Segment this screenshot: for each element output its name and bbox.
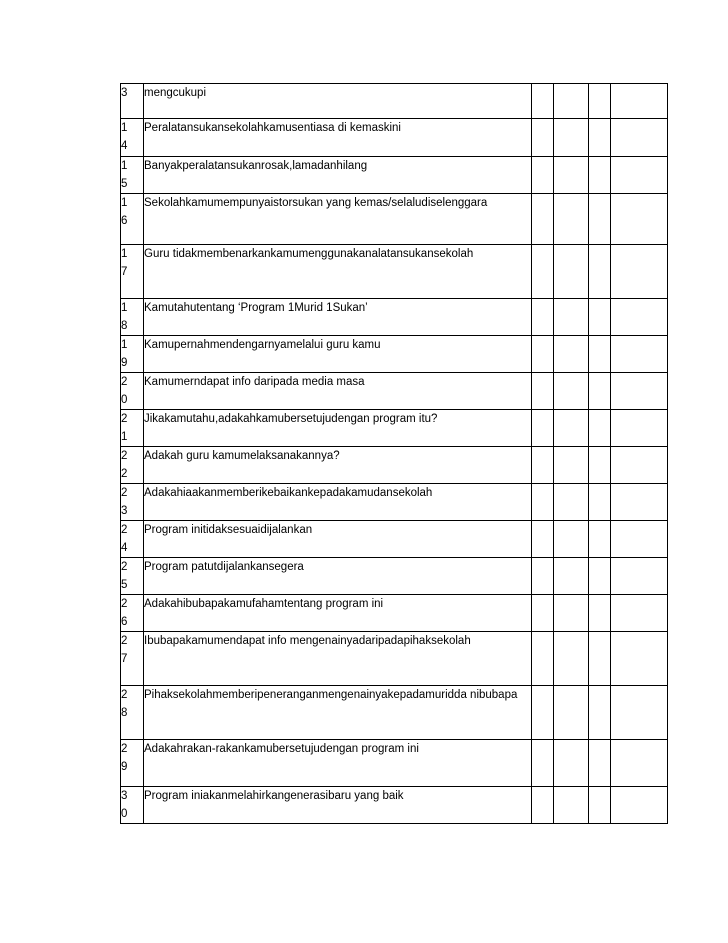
answer-cell[interactable] (554, 632, 589, 686)
answer-cell[interactable] (589, 336, 611, 373)
row-number (121, 410, 144, 447)
row-number-digit: 2 (121, 598, 128, 610)
row-number-digit: 1 (121, 248, 128, 260)
row-number (121, 157, 144, 194)
question-text: Guru tidakmembenarkankamumenggunakanalatansukansekolah (144, 245, 532, 299)
answer-cell[interactable] (532, 410, 554, 447)
answer-cell[interactable] (532, 336, 554, 373)
question-text: Banyakperalatansukanrosak,lamadanhilang (144, 157, 532, 194)
question-text: Adakah guru kamumelaksanakannya? (144, 447, 532, 484)
row-number-digit: 5 (121, 178, 128, 190)
row-number-digit: 1 (121, 431, 128, 443)
row-number-digit: 2 (121, 413, 128, 425)
answer-cell[interactable] (611, 373, 668, 410)
row-number-digit: 3 (121, 87, 128, 99)
question-text: Adakahiaakanmemberikebaikankepadakamudansekolah (144, 484, 532, 521)
row-number-digit: 2 (121, 487, 128, 499)
answer-cell[interactable] (554, 686, 589, 740)
question-text: Sekolahkamumempunyaistorsukan yang kemas/selaludiselenggara (144, 194, 532, 245)
row-number-digit: 9 (121, 761, 128, 773)
answer-cell[interactable] (554, 410, 589, 447)
answer-cell[interactable] (554, 787, 589, 824)
answer-cell[interactable] (589, 410, 611, 447)
row-number-digit: 1 (121, 197, 128, 209)
row-number-digit: 3 (121, 790, 128, 802)
table-row (121, 521, 668, 558)
answer-cell[interactable] (589, 632, 611, 686)
answer-cell[interactable] (611, 632, 668, 686)
row-number-digit: 8 (121, 707, 128, 719)
answer-cell[interactable] (532, 521, 554, 558)
question-text: Ibubapakamumendapat info mengenainyadaripadapihaksekolah (144, 632, 532, 686)
question-text: Adakahrakan-rakankamubersetujudengan program ini (144, 740, 532, 787)
answer-cell[interactable] (589, 157, 611, 194)
question-text: Program iniakanmelahirkangenerasibaru yang baik (144, 787, 532, 824)
row-number (121, 558, 144, 595)
question-text: Jikakamutahu,adakahkamubersetujudengan program itu? (144, 410, 532, 447)
table-row (121, 410, 668, 447)
answer-cell[interactable] (554, 336, 589, 373)
row-number (121, 299, 144, 336)
answer-cell[interactable] (554, 484, 589, 521)
answer-cell[interactable] (611, 119, 668, 157)
table-row (121, 245, 668, 299)
answer-cell[interactable] (554, 558, 589, 595)
answer-cell[interactable] (532, 558, 554, 595)
table-row (121, 632, 668, 686)
answer-cell[interactable] (611, 521, 668, 558)
table-row (121, 119, 668, 157)
row-number (121, 245, 144, 299)
answer-cell[interactable] (611, 686, 668, 740)
answer-cell[interactable] (554, 84, 589, 119)
row-number (121, 373, 144, 410)
row-number (121, 595, 144, 632)
answer-cell[interactable] (532, 119, 554, 157)
table-row (121, 194, 668, 245)
answer-cell[interactable] (611, 484, 668, 521)
table-row (121, 740, 668, 787)
row-number (121, 787, 144, 824)
question-text: Program patutdijalankansegera (144, 558, 532, 595)
question-text: Kamumerndapat info daripada media masa (144, 373, 532, 410)
row-number-digit: 2 (121, 376, 128, 388)
answer-cell[interactable] (611, 595, 668, 632)
row-number (121, 740, 144, 787)
answer-cell[interactable] (532, 740, 554, 787)
answer-cell[interactable] (589, 558, 611, 595)
answer-cell[interactable] (532, 373, 554, 410)
row-number-digit: 8 (121, 320, 128, 332)
row-number-digit: 3 (121, 505, 128, 517)
table-row (121, 157, 668, 194)
row-number-digit: 2 (121, 561, 128, 573)
question-text: Peralatansukansekolahkamusentiasa di kemaskini (144, 119, 532, 157)
table-row (121, 595, 668, 632)
answer-cell[interactable] (611, 447, 668, 484)
answer-cell[interactable] (589, 299, 611, 336)
row-number (121, 447, 144, 484)
answer-cell[interactable] (554, 521, 589, 558)
row-number-digit: 7 (121, 266, 128, 278)
answer-cell[interactable] (611, 410, 668, 447)
row-number-digit: 2 (121, 450, 128, 462)
survey-table (120, 83, 668, 824)
answer-cell[interactable] (589, 595, 611, 632)
table-row (121, 447, 668, 484)
answer-cell[interactable] (589, 686, 611, 740)
question-text: mengcukupi (144, 84, 532, 119)
answer-cell[interactable] (589, 787, 611, 824)
row-number (121, 632, 144, 686)
row-number-digit: 1 (121, 302, 128, 314)
table-row (121, 336, 668, 373)
answer-cell[interactable] (589, 373, 611, 410)
row-number-digit: 7 (121, 653, 128, 665)
answer-cell[interactable] (532, 595, 554, 632)
answer-cell[interactable] (554, 157, 589, 194)
answer-cell[interactable] (589, 447, 611, 484)
answer-cell[interactable] (532, 632, 554, 686)
answer-cell[interactable] (532, 484, 554, 521)
row-number-digit: 6 (121, 215, 128, 227)
question-text: Adakahibubapakamufahamtentang program ini (144, 595, 532, 632)
answer-cell[interactable] (611, 558, 668, 595)
answer-cell[interactable] (532, 194, 554, 245)
answer-cell[interactable] (554, 447, 589, 484)
question-text: Program initidaksesuaidijalankan (144, 521, 532, 558)
answer-cell[interactable] (554, 373, 589, 410)
table-row (121, 558, 668, 595)
row-number (121, 336, 144, 373)
row-number-digit: 2 (121, 468, 128, 480)
answer-cell[interactable] (532, 447, 554, 484)
row-number (121, 686, 144, 740)
answer-cell[interactable] (611, 194, 668, 245)
answer-cell[interactable] (554, 119, 589, 157)
answer-cell[interactable] (611, 84, 668, 119)
row-number-digit: 2 (121, 689, 128, 701)
row-number-digit: 6 (121, 616, 128, 628)
answer-cell[interactable] (611, 245, 668, 299)
answer-cell[interactable] (532, 787, 554, 824)
row-number (121, 521, 144, 558)
question-text: Kamutahutentang ‘Program 1Murid 1Sukan’ (144, 299, 532, 336)
row-number-digit: 4 (121, 140, 128, 152)
row-number (121, 84, 144, 119)
answer-cell[interactable] (611, 157, 668, 194)
answer-cell[interactable] (589, 484, 611, 521)
answer-cell[interactable] (589, 194, 611, 245)
answer-cell[interactable] (532, 299, 554, 336)
table-row (121, 299, 668, 336)
row-number-digit: 2 (121, 635, 128, 647)
answer-cell[interactable] (589, 740, 611, 787)
table-row (121, 484, 668, 521)
answer-cell[interactable] (554, 194, 589, 245)
row-number-digit: 5 (121, 579, 128, 591)
answer-cell[interactable] (611, 336, 668, 373)
table-row (121, 373, 668, 410)
answer-cell[interactable] (554, 595, 589, 632)
row-number-digit: 1 (121, 339, 128, 351)
answer-cell[interactable] (532, 157, 554, 194)
table-row (121, 686, 668, 740)
row-number-digit: 0 (121, 808, 128, 820)
answer-cell[interactable] (589, 521, 611, 558)
answer-cell[interactable] (532, 245, 554, 299)
answer-cell[interactable] (554, 299, 589, 336)
answer-cell[interactable] (589, 119, 611, 157)
row-number-digit: 9 (121, 357, 128, 369)
answer-cell[interactable] (554, 740, 589, 787)
row-number (121, 119, 144, 157)
row-number-digit: 1 (121, 122, 128, 134)
row-number-digit: 0 (121, 394, 128, 406)
answer-cell[interactable] (532, 84, 554, 119)
row-number-digit: 2 (121, 743, 128, 755)
row-number (121, 484, 144, 521)
answer-cell[interactable] (532, 686, 554, 740)
answer-cell[interactable] (611, 787, 668, 824)
answer-cell[interactable] (554, 245, 589, 299)
question-text: Kamupernahmendengarnyamelalui guru kamu (144, 336, 532, 373)
answer-cell[interactable] (589, 84, 611, 119)
row-number-digit: 1 (121, 160, 128, 172)
row-number-digit: 4 (121, 542, 128, 554)
answer-cell[interactable] (611, 299, 668, 336)
answer-cell[interactable] (589, 245, 611, 299)
row-number (121, 194, 144, 245)
question-text: Pihaksekolahmemberipeneranganmengenainyakepadamuridda nibubapa (144, 686, 532, 740)
table-row (121, 787, 668, 824)
answer-cell[interactable] (611, 740, 668, 787)
row-number-digit: 2 (121, 524, 128, 536)
table-row (121, 84, 668, 119)
